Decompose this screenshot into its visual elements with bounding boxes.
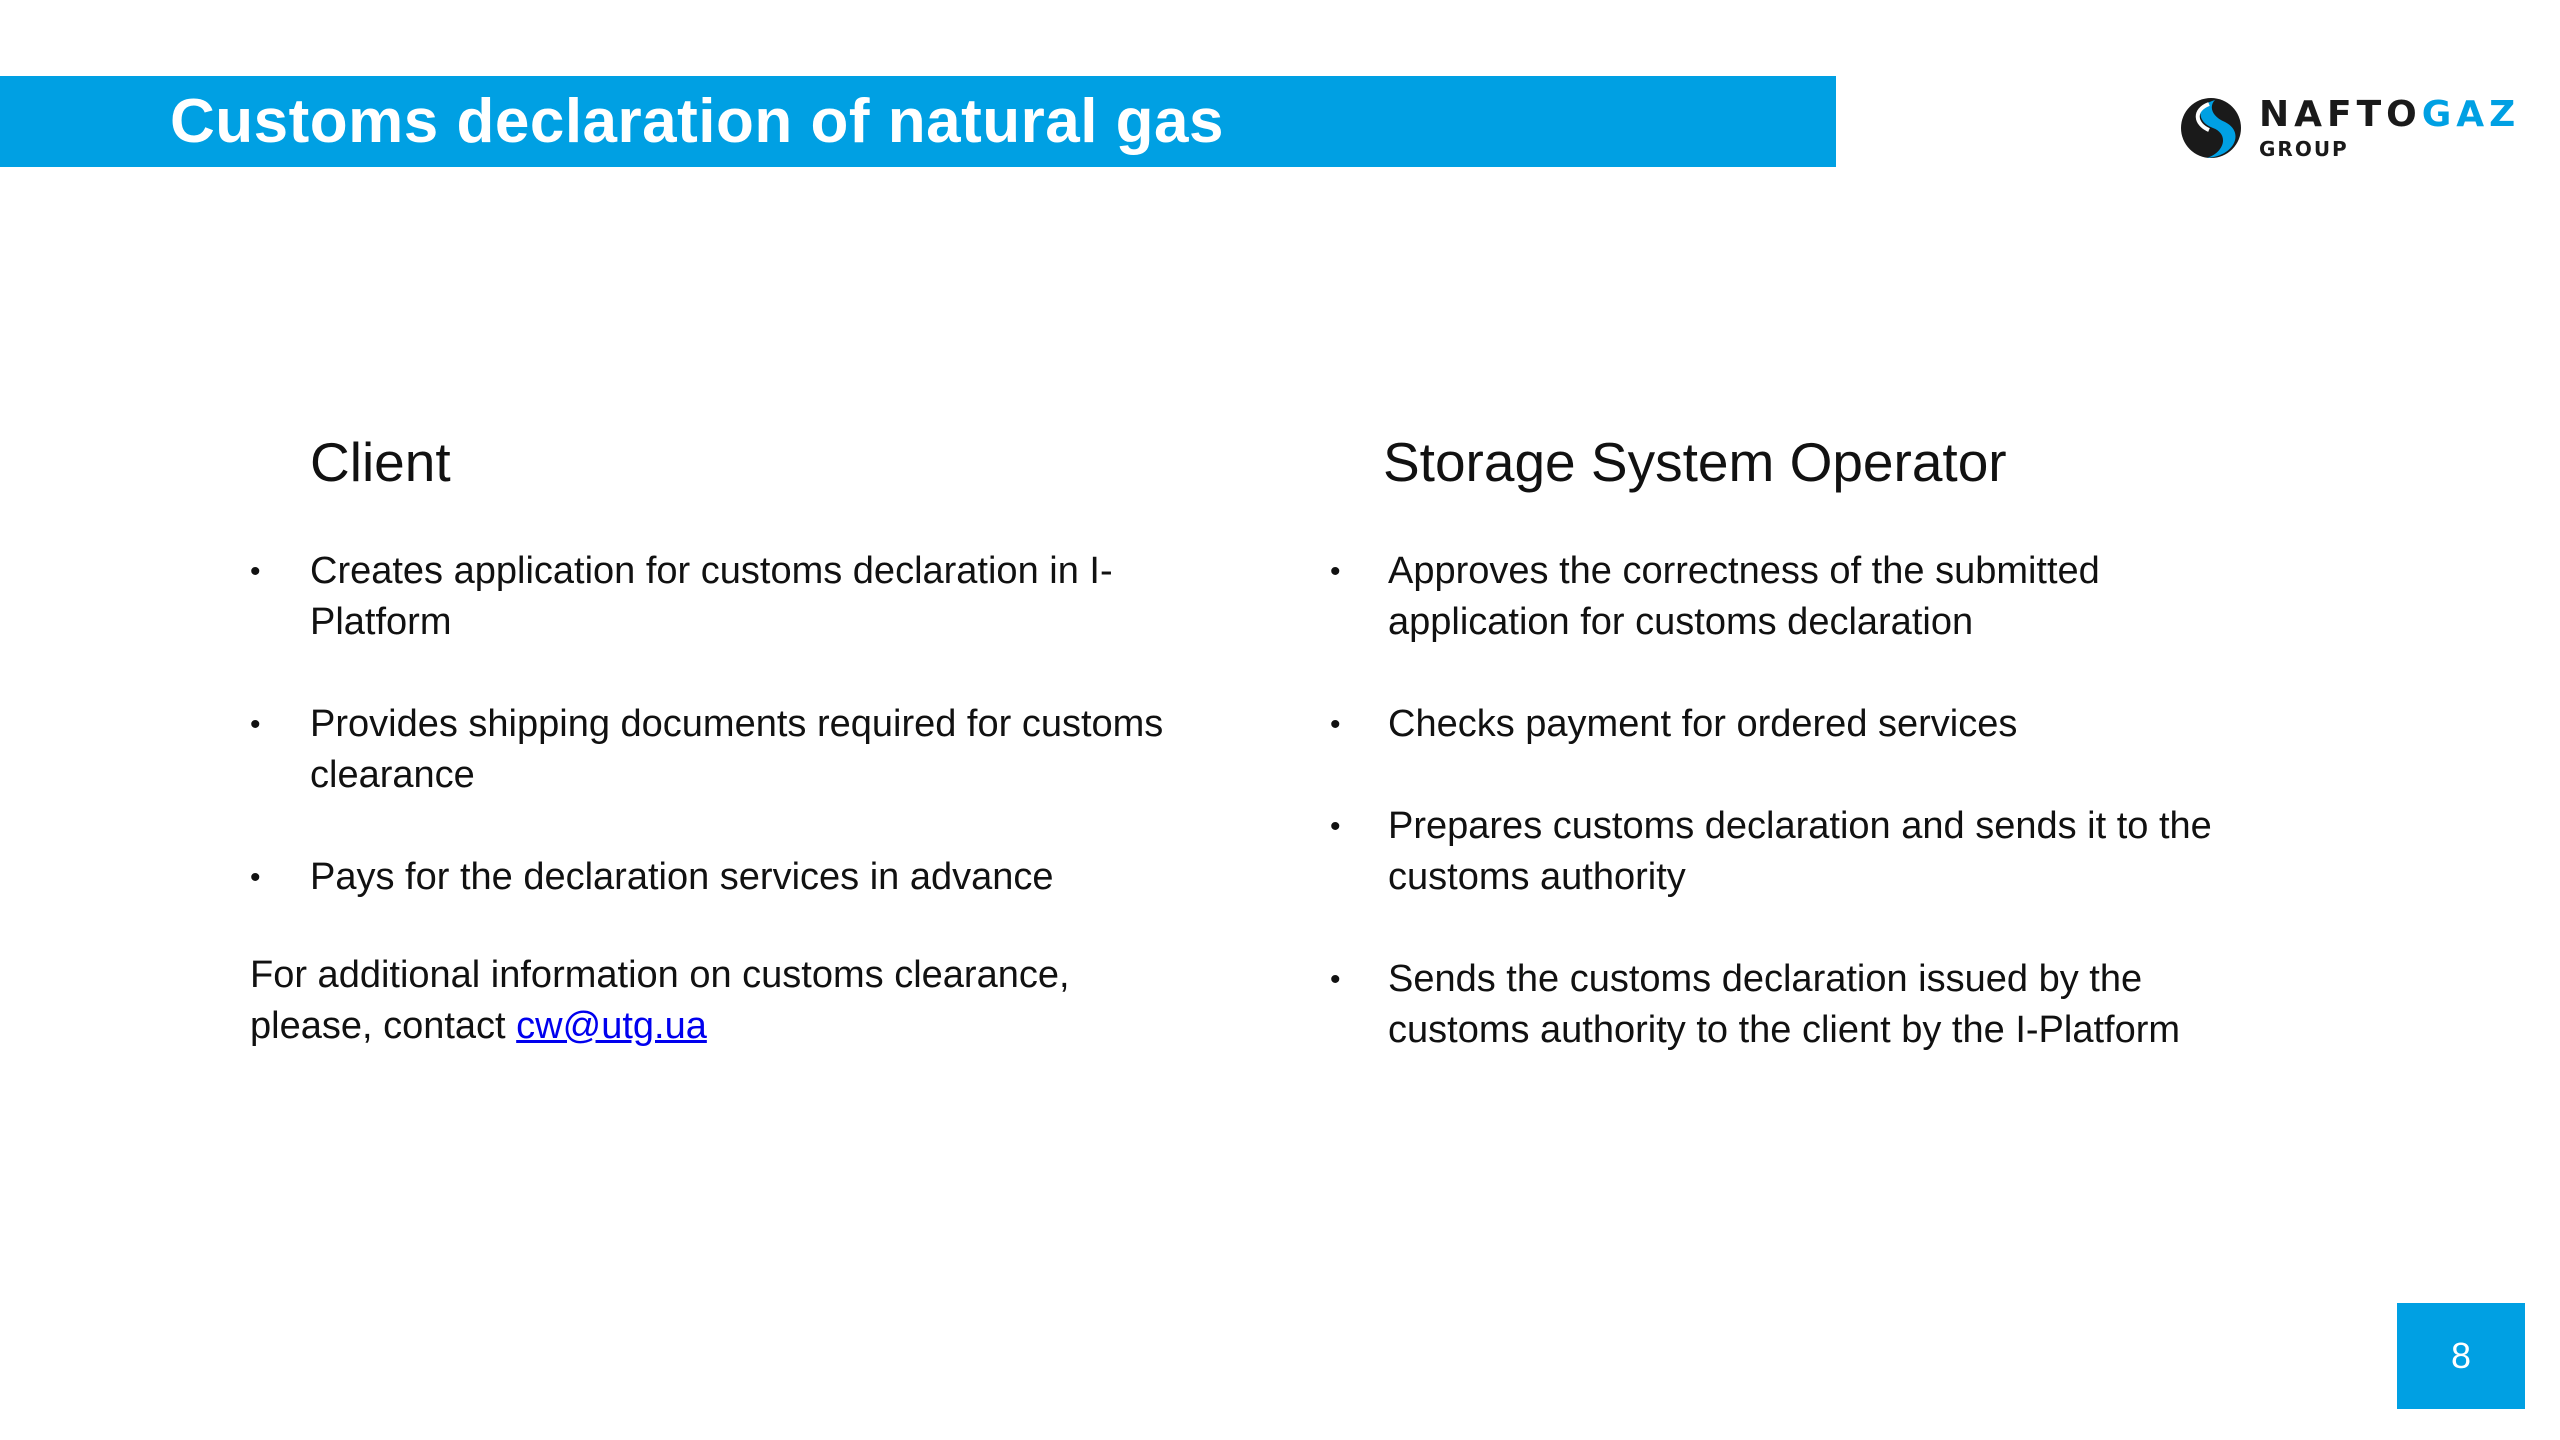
bullet-icon: • — [250, 708, 261, 741]
client-heading: Client — [310, 431, 451, 493]
list-item: • Checks payment for ordered services — [1330, 699, 2270, 750]
page-number: 8 — [2450, 1335, 2472, 1376]
page-number-badge — [2397, 1303, 2525, 1409]
title-bar — [0, 76, 1836, 167]
bullet-icon: • — [1330, 708, 1341, 741]
naftogaz-logo-icon — [2175, 92, 2247, 164]
page-title: Customs declaration of natural gas — [170, 87, 1224, 156]
logo-name: NAFTOGAZ — [2259, 94, 2521, 135]
bullet-icon: • — [250, 555, 261, 588]
bullet-icon: • — [1330, 555, 1341, 588]
client-column — [250, 426, 1180, 1052]
contact-email-link[interactable]: cw@utg.ua — [516, 1005, 707, 1047]
bullet-icon: • — [250, 861, 261, 894]
contact-note-text: For additional information on customs clearance, please, contact — [250, 954, 1070, 1047]
bullet-icon: • — [1330, 963, 1341, 996]
naftogaz-logo — [2175, 88, 2521, 168]
operator-heading: Storage System Operator — [1383, 431, 2007, 493]
list-item: • Approves the correctness of the submitted application for customs declaration — [1330, 546, 2270, 648]
list-item: • Provides shipping documents required for customs clearance — [250, 699, 1180, 801]
bullet-icon: • — [1330, 810, 1341, 843]
list-item: • Prepares customs declaration and sends it to the customs authority — [1330, 801, 2270, 903]
list-item: • Pays for the declaration services in advance — [250, 852, 1180, 903]
operator-column — [1330, 426, 2270, 1107]
list-item: • Creates application for customs declaration in I-Platform — [250, 546, 1180, 648]
contact-note — [250, 950, 1180, 1052]
list-item: • Sends the customs declaration issued by the customs authority to the client by the I-Platform — [1330, 954, 2270, 1056]
client-bullet-list — [250, 546, 1180, 903]
logo-subtitle: GROUP — [2259, 137, 2349, 161]
operator-bullet-list — [1330, 546, 2270, 1056]
